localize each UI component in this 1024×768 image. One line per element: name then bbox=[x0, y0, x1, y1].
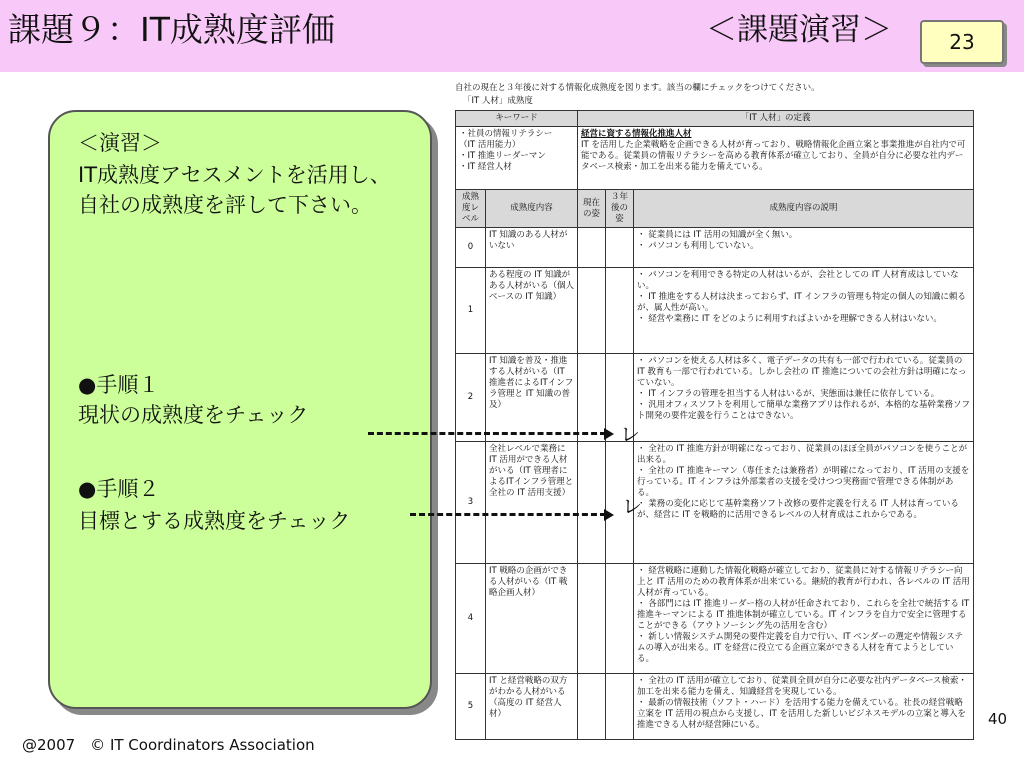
keyword-item: ・社員の情報リテラシー bbox=[459, 129, 553, 139]
content-cell: IT 知識を普及・推進する人材がいる（IT 推進者によるITインフラ管理と IT 知識の普及） bbox=[486, 354, 578, 442]
slide-title: 課題９：IT成熟度評価 bbox=[8, 10, 335, 49]
current-cell[interactable] bbox=[578, 268, 606, 354]
level-cell: 4 bbox=[456, 564, 486, 674]
explain-cell: ・ 従業員には IT 活用の知識が全く無い。 ・ パソコンも利用していない。 bbox=[634, 228, 974, 268]
col-content: 成熟度内容 bbox=[486, 190, 578, 228]
level-cell: 3 bbox=[456, 442, 486, 564]
section-label: ＜課題演習＞ bbox=[706, 12, 892, 48]
content-cell: IT 戦略の企画ができる人材がいる（IT 戦略企画人材） bbox=[486, 564, 578, 674]
explain-cell: ・ 全社の IT 推進方針が明確になっており、従業員のほぼ全員がパソコンを使うことが出来る。 ・ 全社の IT 推進キーマン（専任または兼務者）が明確になっており、IT 活用の支援を行っている。IT インフラは外部業者の支援を受けつつ実務面で管理できる体制がある。 ・ 業務の変化に応じて基幹業務ソフト改修の要件定義を行える IT 人材は育っているが、経営に IT を戦略的に活用できるレベルの人材育成はこれからである。 bbox=[634, 442, 974, 564]
future-cell[interactable] bbox=[606, 564, 634, 674]
level-cell: 0 bbox=[456, 228, 486, 268]
table-row bbox=[456, 354, 974, 442]
step1-arrowhead bbox=[604, 428, 614, 440]
future-cell[interactable] bbox=[606, 268, 634, 354]
step2-arrowhead bbox=[604, 509, 614, 521]
header-band bbox=[0, 0, 1024, 72]
current-cell[interactable] bbox=[578, 228, 606, 268]
keyword-item: ・IT 推進リーダーマン bbox=[459, 151, 546, 161]
explain-cell: ・ パソコンを使える人材は多く、電子データの共有も一部で行われている。従業員の IT 教育も一部で行われている。しかし会社の IT 推進についての会社方針は明確になっていない。 ・ IT インフラの管理を担当する人材はいるが、実態面は兼任に依存している。 ・ 汎用オフィスソフトを利用して簡単な業務アプリは作れるが、本格的な基幹業務ソフト開発の要件定義を行うことはできない。 bbox=[634, 354, 974, 442]
keyword-header: キーワード bbox=[456, 111, 578, 127]
content-cell: IT と経営戦略の双方がわかる人材がいる（高度の IT 経営人材） bbox=[486, 674, 578, 740]
step2-arrow bbox=[410, 513, 606, 516]
current-cell[interactable] bbox=[578, 564, 606, 674]
step2-title: ●手順２ bbox=[78, 477, 160, 501]
step2-text: 目標とする成熟度をチェック bbox=[78, 509, 351, 533]
col-explain: 成熟度内容の説明 bbox=[634, 190, 974, 228]
footer-copyright: @2007 © IT Coordinators Association bbox=[22, 736, 315, 754]
table-row bbox=[456, 228, 974, 268]
definition-header: 「IT 人材」の定義 bbox=[578, 111, 974, 127]
level-cell: 1 bbox=[456, 268, 486, 354]
maturity-table bbox=[455, 110, 974, 740]
document-subtitle: 「IT 人材」成熟度 bbox=[463, 96, 533, 106]
exercise-heading: ＜演習＞ bbox=[78, 131, 162, 155]
document-intro: 自社の現在と３年後に対する情報化成熟度を図ります。該当の欄にチェックをつけてください。 bbox=[455, 83, 820, 93]
step1-title: ●手順１ bbox=[78, 373, 160, 397]
level-cell: 5 bbox=[456, 674, 486, 740]
content-cell: ある程度の IT 知識がある人材がいる（個人ベースの IT 知識） bbox=[486, 268, 578, 354]
level-cell: 2 bbox=[456, 354, 486, 442]
future-cell[interactable] bbox=[606, 674, 634, 740]
table-row bbox=[456, 442, 974, 564]
definition-body: IT を活用した企業戦略を企画できる人材が育っており、戦略情報化企画立案と事業推進が自社内で可能である。従業員の情報リテラシーを高める教育体系が確立しており、全員が自分に必要な社内データベース検索・加工を出来る能力を備えている。 bbox=[581, 140, 966, 172]
step1-text: 現状の成熟度をチェック bbox=[78, 403, 309, 427]
step1-arrow bbox=[368, 432, 606, 435]
current-cell[interactable] bbox=[578, 442, 606, 564]
current-cell[interactable] bbox=[578, 354, 606, 442]
keyword-list bbox=[456, 127, 578, 190]
current-cell[interactable] bbox=[578, 674, 606, 740]
col-current: 現在の姿 bbox=[578, 190, 606, 228]
table-row bbox=[456, 564, 974, 674]
future-cell[interactable] bbox=[606, 228, 634, 268]
exercise-instruction: IT成熟度アセスメントを活用し、自社の成熟度を評して下さい。 bbox=[78, 163, 391, 217]
maturity-document bbox=[455, 82, 973, 764]
keyword-item: （IT 活用能力） bbox=[459, 140, 521, 150]
explain-cell: ・ パソコンを利用できる特定の人材はいるが、会社としての IT 人材育成はしていない。 ・ IT 推進をする人材は決まっておらず、IT インフラの管理も特定の個人の知識に頼るが、属人性が高い。 ・ 経営や業務に IT をどのように利用すればよいかを理解できる人材はいない。 bbox=[634, 268, 974, 354]
definition-text bbox=[578, 127, 974, 190]
current-check-mark: レ bbox=[620, 422, 640, 446]
col-level: 成熟度レベル bbox=[456, 190, 486, 228]
col-future: ３年後の姿 bbox=[606, 190, 634, 228]
content-cell: IT 知識のある人材がいない bbox=[486, 228, 578, 268]
content-cell: 全社レベルで業務に IT 活用ができる人材がいる（IT 管理者によるITインフラ管理と全社の IT 活用支援） bbox=[486, 442, 578, 564]
future-check-mark: レ bbox=[622, 494, 642, 518]
table-row bbox=[456, 268, 974, 354]
table-row bbox=[456, 674, 974, 740]
explain-cell: ・ 全社の IT 活用が確立しており、従業員全員が自分に必要な社内データベース検索・加工を出来る能力を備え、知識経営を実現している。 ・ 最新の情報技術（ソフト・ハード）を活用する能力を備えている。社長の経営戦略立案を IT 活用の視点から支援し、IT を活用した新しいビジネスモデルの立案と導入を推進できる人材が経営陣にいる。 bbox=[634, 674, 974, 740]
definition-heading: 経営に資する情報化推進人材 bbox=[581, 129, 692, 139]
explain-cell: ・ 経営戦略に連動した情報化戦略が確立しており、従業員に対する情報リテラシー向上と IT 活用のための教育体系が出来ている。継続的教育が行われ、各レベルの IT 活用人材が育っている。 ・ 各部門には IT 推進リーダー格の人材が任命されており、これらを全社で統括する IT 推進キーマンによる IT 推進体制が確立している。IT インフラを自力で安全に管理することができる（アウトソーシング先の活用を含む） ・ 新しい情報システム開発の要件定義を自力で行い、IT ベンダーの選定や情報システムの導入が出来る。IT を経営に役立てる企画立案ができる人材を育てようとしている。 bbox=[634, 564, 974, 674]
page-number: 40 bbox=[988, 710, 1008, 728]
keyword-item: ・IT 経営人材 bbox=[459, 162, 512, 172]
slide-number-badge: 23 bbox=[920, 20, 1004, 64]
